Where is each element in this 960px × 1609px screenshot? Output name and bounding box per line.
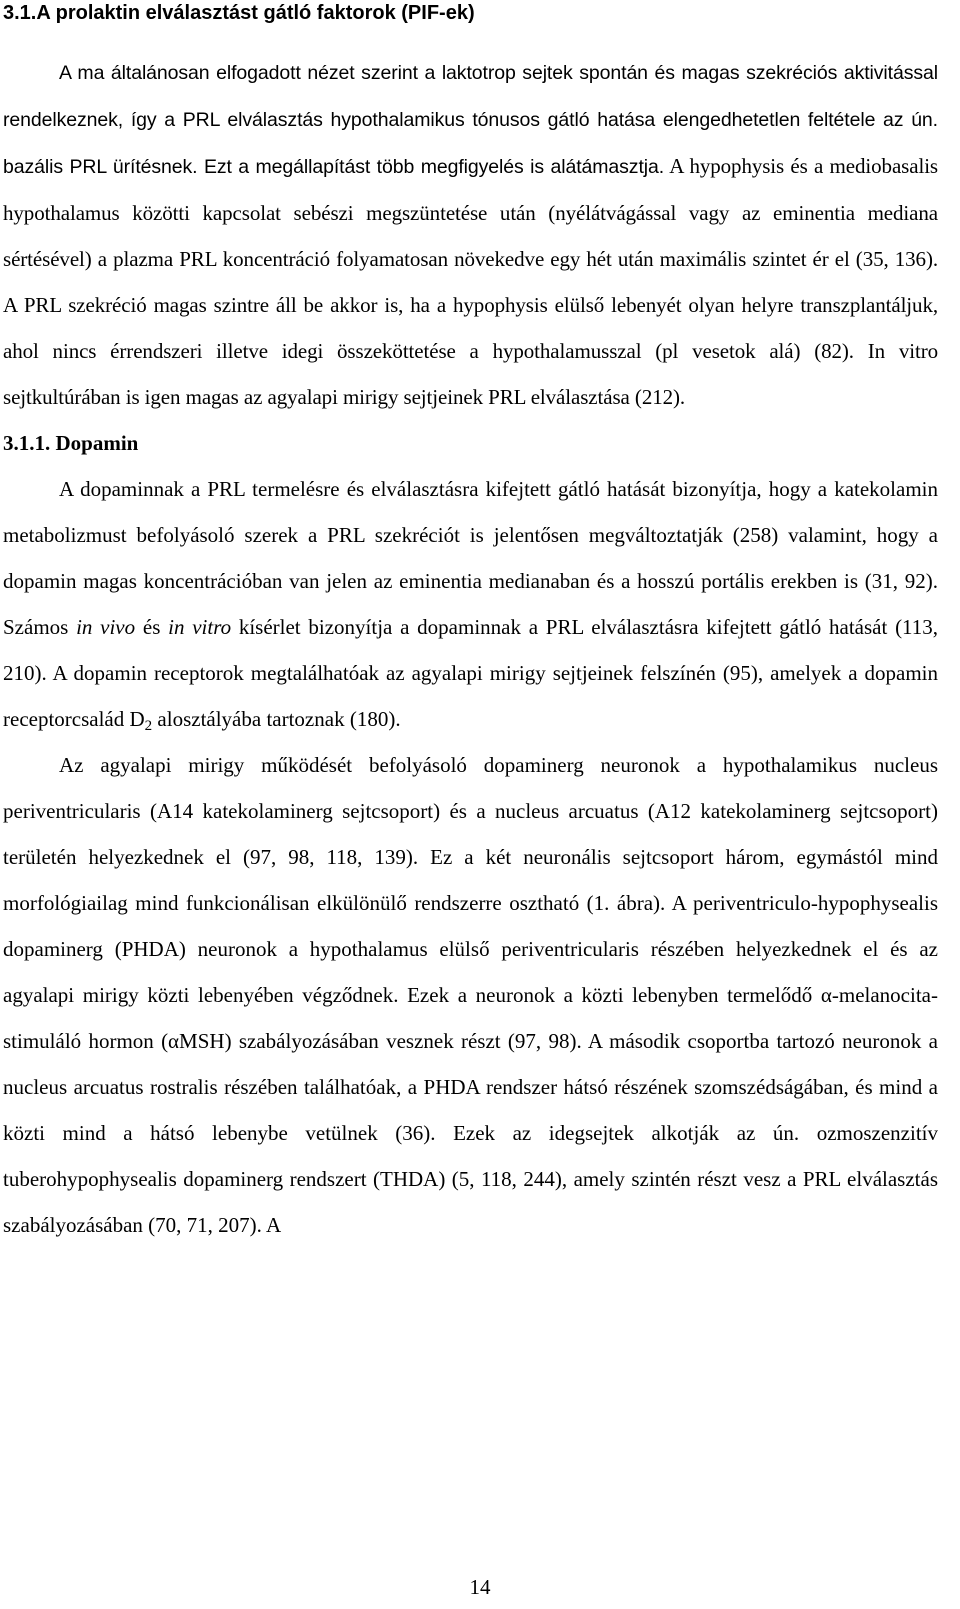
paragraph-intro — [3, 49, 938, 420]
paragraph-dopamin-text-3: kísérlet bizonyítja a dopaminnak a PRL elválasztásra kifejtett gátló hatását (113, 210). A dopamin receptorok megtalálhatóak az agyalapi mirigy sejtjeinek felszínén (95), amelyek a dopamin receptorcsalád D — [3, 615, 939, 731]
page-number: 14 — [469, 1575, 491, 1599]
paragraph-dopamin-text-1: A dopaminnak a PRL termelésre és elválasztásra kifejtett gátló hatását bizonyítja, hogy a katekolamin metabolizmust befolyásoló szerek a PRL szekréciót is jelentősen megváltoztatják (258) valamint, hogy a dopamin magas koncentrációban van jelen az eminentia medianaban és a hosszú portális erekben is (31, 92). Számos — [3, 477, 938, 639]
paragraph-intro-text-a: A hypophysis és a mediobasalis hypothalamus közötti kapcsolat sebészi megszüntetése után (nyélátvágással vagy az eminentia mediana sértésével) a plazma PRL koncentráció folyamatosan növekedve egy hét után maximális szintet ér el (35, 136). — [3, 154, 938, 271]
subscript-d2: 2 — [144, 718, 153, 734]
paragraph-dopamin — [3, 466, 938, 742]
paragraph-intro-sans-text: A ma általánosan elfogadott nézet szerint a laktotrop sejtek spontán és magas szekréciós aktivitással rendelkeznek, így a PRL elválasztás hypothalamikus tónusos gátló hatása elengedhetetlen feltétele az ún. bazális PRL ürítésnek. Ezt a megállapítást több megfigyelés is alátámasztja. — [3, 62, 938, 178]
paragraph-intro-text-b: A PRL szekréció magas szintre áll be akkor is, ha a hypophysis elülső lebenyét olyan helyre transzplantáljuk, ahol nincs érrendszeri illetve idegi összeköttetése a hypothalamusszal (pl vesetok alá) (82). In vitro sejtkultúrában is igen magas az agyalapi mirigy sejtjeinek PRL elválasztása (212). — [3, 293, 938, 409]
paragraph-dopamin-text-2: és — [135, 615, 169, 639]
subsection-heading: 3.1.1. Dopamin — [3, 431, 139, 455]
paragraph-dopamin-text-4: alosztályába tartoznak (180). — [152, 707, 401, 731]
italic-in-vitro: in vitro — [168, 615, 232, 639]
italic-in-vivo: in vivo — [76, 615, 136, 639]
section-heading: 3.1.A prolaktin elválasztást gátló faktorok (PIF-ek) — [3, 2, 475, 24]
paragraph-neurons: Az agyalapi mirigy működését befolyásoló dopaminerg neuronok a hypothalamikus nucleus periventricularis (A14 katekolaminerg sejtcsoport) és a nucleus arcuatus (A12 katekolaminerg sejtcsoport) területén helyezkednek el (97, 98, 118, 139). Ez a két neuronális sejtcsoport három, egymástól mind morfológiailag mind funkcionálisan elkülönülő rendszerre osztható (1. ábra). A periventriculo-hypophysealis dopaminerg (PHDA) neuronok a hypothalamus elülső periventricularis részében helyezkednek el és az agyalapi mirigy közti lebenyében végződnek. Ezek a neuronok a közti lebenyben termelődő α-melanocita-stimuláló hormon (αMSH) szabályozásában vesznek részt (97, 98). A második csoportba tartozó neuronok a nucleus arcuatus rostralis részében találhatóak, a PHDA rendszer hátsó részének szomszédságában, és mind a közti mind a hátsó lebenybe vetülnek (36). Ezek az idegsejtek alkotják az ún. ozmoszenzitív tuberohypophysealis dopaminerg rendszert (THDA) (5, 118, 244), amely szintén részt vesz a PRL elválasztás szabályozásában (70, 71, 207). A — [3, 753, 938, 1237]
